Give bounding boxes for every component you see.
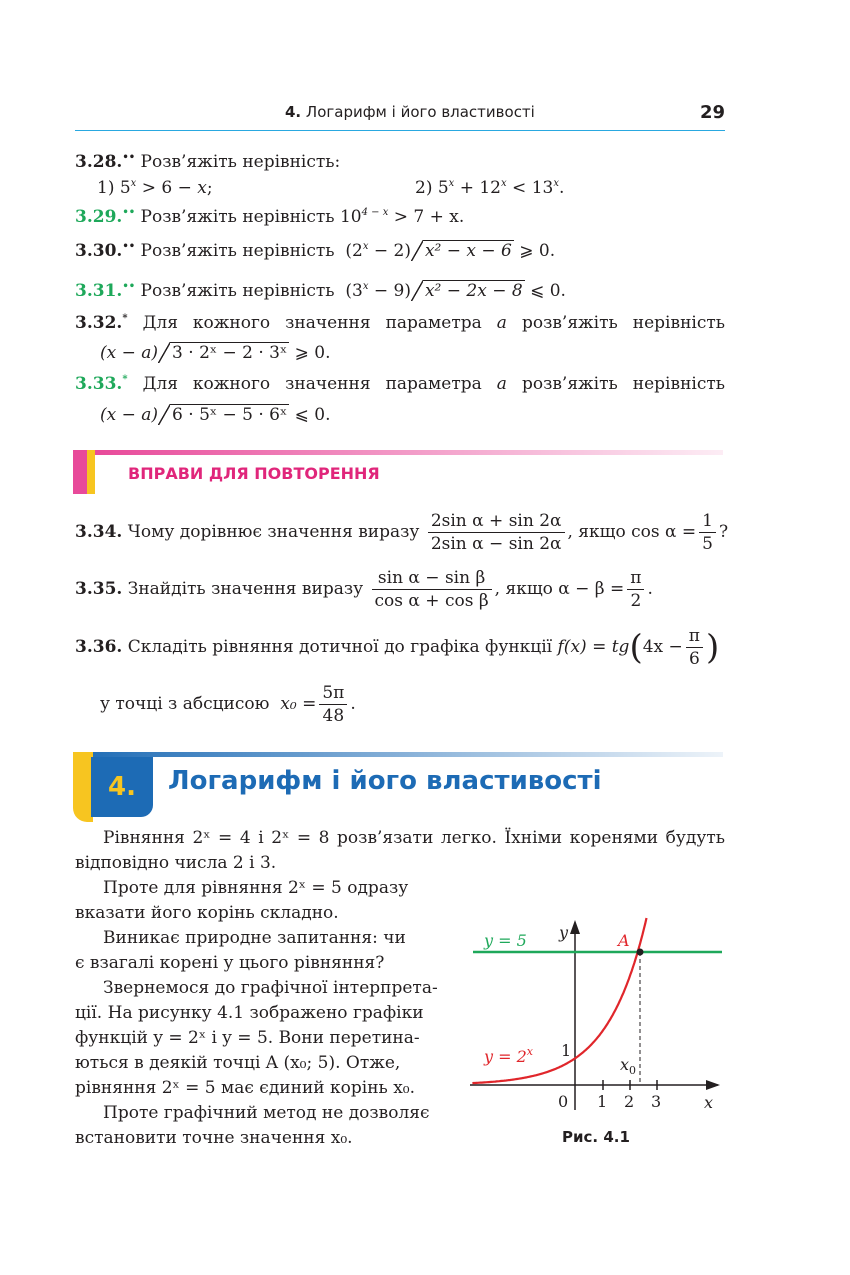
origin-label: 0 — [558, 1092, 569, 1111]
point-a-label: A — [618, 931, 630, 950]
paragraph-3-line-2: є взагалі корені у цього рівняння? — [75, 953, 385, 973]
exercise-3-28: 3.28.•• Розв’яжіть нерівність: — [75, 152, 341, 172]
paragraph-3-line-1: Виникає природне запитання: чи — [103, 928, 406, 948]
page-number: 29 — [699, 102, 725, 123]
square-root: x² − 2x − 8 — [411, 280, 525, 301]
y-axis-arrow — [570, 920, 580, 934]
x-axis-label: x — [704, 1093, 714, 1112]
exercise-3-31: 3.31.•• Розв’яжіть нерівність $(3^x - 9) x^2 - 2x - 8$ ⩽ 0. — [75, 281, 566, 301]
x0-label: $x_0$ — [620, 1055, 637, 1077]
review-title: ВПРАВИ ДЛЯ ПОВТОРЕННЯ — [128, 464, 380, 483]
exercise-3-33: 3.33.* Для кожного значення параметра a розв’яжіть нерівність — [75, 374, 726, 394]
paragraph-4-line-3: функцій y = 2ˣ і y = 5. Вони перетина- — [75, 1028, 420, 1048]
y-tick-label-1: 1 — [561, 1041, 572, 1060]
label-y-equals-5: y = 5 — [484, 931, 527, 950]
section-title: Логарифм і його властивості — [168, 766, 602, 796]
x-axis-arrow — [706, 1080, 720, 1090]
paragraph-1-line-1: Рівняння 2ˣ = 4 і 2ˣ = 8 розв’язати легко. Їхніми коренями будуть — [103, 828, 725, 848]
review-banner — [73, 450, 723, 494]
paragraph-5-line-1: Проте графічний метод не дозволяє — [103, 1103, 430, 1123]
exercise-3-28-part-1: 1) $5^x > 6 - x$; — [97, 178, 213, 198]
running-header — [75, 100, 725, 131]
figure-4-1 — [470, 910, 730, 1120]
exercise-3-33-formula: (x − a) 6 · 5ˣ − 5 · 6ˣ ⩽ 0. — [100, 405, 331, 425]
intersection-point-a — [637, 949, 644, 956]
paragraph-5-line-2: встановити точне значення x₀. — [75, 1128, 353, 1148]
x-tick-label-1: 1 — [597, 1092, 608, 1111]
x-tick-label-3: 3 — [651, 1092, 662, 1111]
exercise-number: 3.28. — [75, 152, 123, 172]
y-axis-label: y — [559, 923, 569, 942]
exercise-3-32: 3.32.* Для кожного значення параметра a розв’яжіть нерівність — [75, 313, 726, 333]
section-banner — [73, 752, 723, 822]
paragraph-2-line-1: Проте для рівняння 2ˣ = 5 одразу — [103, 878, 409, 898]
paragraph-4-line-2: ції. На рисунку 4.1 зображено графіки — [75, 1003, 424, 1023]
label-y-equals-2-power-x: $y = 2^x$ — [484, 1045, 534, 1066]
fraction: $\frac{\text{2sin α + sin 2α}}{\text{2sin α − sin 2α}}$ — [428, 510, 565, 555]
paragraph-1-line-2: відповідно числа 2 і 3. — [75, 853, 277, 873]
exercise-3-34: 3.34. Чому дорівнює значення виразу $\frac{\text{2sin α + sin 2α}}{\text{2sin α − sin 2α}}$ , якщо cos α = $\frac{1}{5}$ ? — [75, 511, 729, 554]
square-root: x² − x − 6 — [411, 240, 514, 261]
paragraph-2-line-2: вказати його корінь складно. — [75, 903, 339, 923]
figure-caption: Рис. 4.1 — [562, 1128, 630, 1146]
exercise-3-29: 3.29.•• Розв’яжіть нерівність $10^{4 - x} > 7 + x$. — [75, 207, 465, 227]
paragraph-4-line-5: рівняння 2ˣ = 5 має єдиний корінь x₀. — [75, 1078, 415, 1098]
exercise-3-36: 3.36. Складіть рівняння дотичної до графіка функції f(x) = tg(4x − $\frac{\pi}{6}$ ) — [75, 626, 720, 669]
header-chapter-number: 4. — [285, 103, 302, 121]
paragraph-4-line-1: Звернемося до графічної інтерпрета- — [103, 978, 438, 998]
exercise-3-36-line-2: у точці з абсцисою x₀ = $\frac{5\pi}{48}$ . — [100, 683, 356, 726]
exercise-3-35: 3.35. Знайдіть значення виразу $\frac{\text{sin α − sin β}}{\text{cos α + cos β}}$ , якщо α − β = $\frac{\pi}{2}$ . — [75, 568, 653, 611]
header-chapter-title: Логарифм і його властивості — [305, 103, 535, 121]
banner-accent — [73, 450, 87, 494]
paragraph-4-line-4: ються в деякій точці A (x₀; 5). Отже, — [75, 1053, 401, 1073]
exercise-3-30: 3.30.•• Розв’яжіть нерівність $(2^x - 2) x^2 - x - 6$ ⩾ 0. — [75, 241, 556, 261]
section-number: 4. — [91, 757, 153, 817]
exercise-3-32-formula: (x − a) 3 · 2ˣ − 2 · 3ˣ ⩾ 0. — [100, 343, 331, 363]
exercise-3-28-part-2: 2) $5^x + 12^x < 13^x$. — [415, 178, 565, 198]
x-tick-label-2: 2 — [624, 1092, 635, 1111]
